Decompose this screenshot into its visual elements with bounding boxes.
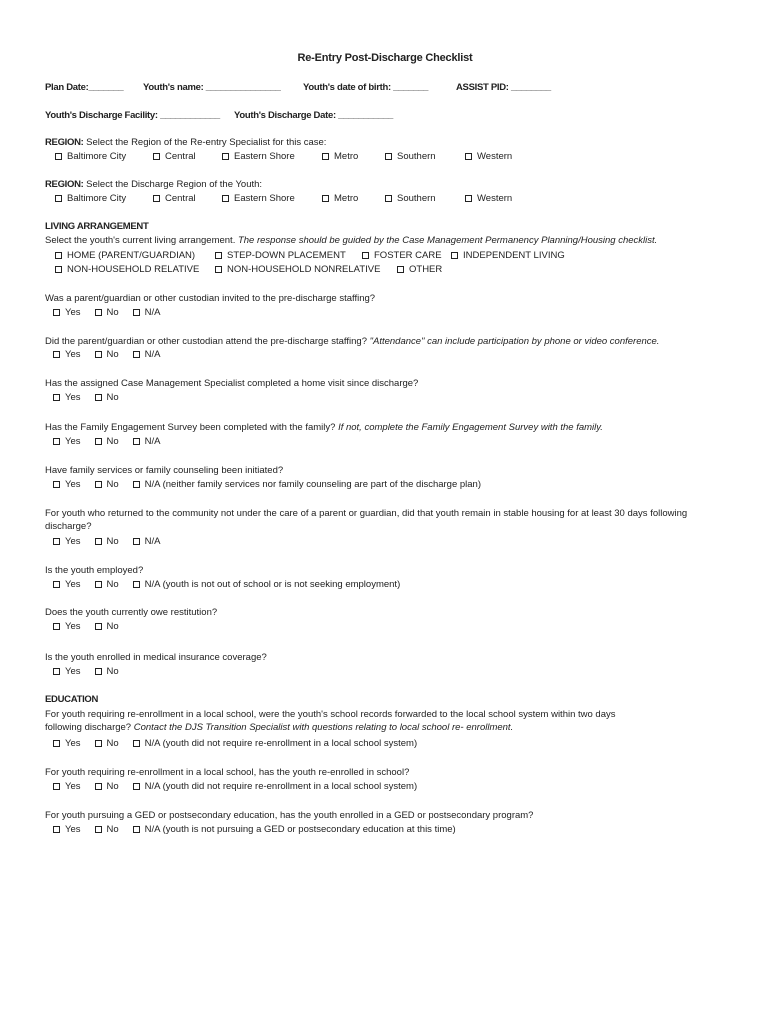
region1-option-central[interactable]: Central [153,151,196,162]
checkbox-icon[interactable] [95,538,102,545]
living-arrangement-prompt: Select the youth's current living arrangement. The response should be guided by the Case Management Permanency Planning/Housing checklist. [45,235,658,246]
youth-dob-field[interactable]: Youth's date of birth: _______ [303,82,429,93]
checkbox-icon[interactable] [95,581,102,588]
answer-options [53,579,414,590]
region2-option-eastern-shore[interactable]: Eastern Shore [222,193,295,204]
answer-na[interactable]: N/A [133,436,161,447]
region-youth-prompt: REGION: Select the Discharge Region of the Youth: [45,179,263,190]
checkbox-icon[interactable] [95,826,102,833]
answer-no[interactable]: No [95,666,119,677]
checkbox-icon[interactable] [95,309,102,316]
checkbox-icon[interactable] [153,195,160,202]
checkbox-icon[interactable] [133,581,140,588]
region2-option-metro[interactable]: Metro [322,193,358,204]
discharge-facility-field[interactable]: Youth's Discharge Facility: ____________ [45,110,220,121]
living-option-nonhousehold-relative[interactable]: NON-HOUSEHOLD RELATIVE [55,264,199,275]
checkbox-icon[interactable] [55,252,62,259]
plan-date-field[interactable]: Plan Date:_______ [45,82,124,93]
answer-no[interactable]: No [95,307,119,318]
checkbox-icon[interactable] [53,740,60,747]
answer-yes[interactable]: Yes [53,349,81,360]
answer-options [53,781,431,792]
checkbox-icon[interactable] [133,740,140,747]
checkbox-icon[interactable] [133,351,140,358]
checkbox-icon[interactable] [465,153,472,160]
answer-na[interactable]: N/A (youth is not out of school or is not seeking employment) [133,579,401,590]
living-arrangement-heading: LIVING ARRANGEMENT [45,221,149,232]
answer-yes[interactable]: Yes [53,621,81,632]
region1-option-eastern-shore[interactable]: Eastern Shore [222,151,295,162]
checkbox-icon[interactable] [133,826,140,833]
checkbox-icon[interactable] [55,195,62,202]
checkbox-icon[interactable] [133,538,140,545]
checkbox-icon[interactable] [133,481,140,488]
question-text: Have family services or family counseling been initiated? [45,465,284,476]
youth-name-field[interactable]: Youth's name: _______________ [143,82,281,93]
answer-options [53,436,175,447]
region1-option-western[interactable]: Western [465,151,512,162]
checkbox-icon[interactable] [55,153,62,160]
answer-na[interactable]: N/A (youth did not require re-enrollment in a local school system) [133,738,417,749]
checkbox-icon[interactable] [95,783,102,790]
answer-na[interactable]: N/A [133,349,161,360]
region1-option-southern[interactable]: Southern [385,151,436,162]
checkbox-icon[interactable] [133,783,140,790]
checkbox-icon[interactable] [397,266,404,273]
question-text: Was a parent/guardian or other custodian invited to the pre-discharge staffing? [45,293,376,304]
answer-yes[interactable]: Yes [53,738,81,749]
checkbox-icon[interactable] [95,623,102,630]
answer-yes[interactable]: Yes [53,307,81,318]
answer-no[interactable]: No [95,738,119,749]
answer-no[interactable]: No [95,479,119,490]
answer-options [53,349,175,360]
checkbox-icon[interactable] [53,481,60,488]
checkbox-icon[interactable] [95,668,102,675]
checkbox-icon[interactable] [133,438,140,445]
answer-yes[interactable]: Yes [53,579,81,590]
answer-options [53,479,495,490]
checkbox-icon[interactable] [465,195,472,202]
answer-options [53,738,431,749]
answer-no[interactable]: No [95,781,119,792]
answer-na[interactable]: N/A (youth is not pursuing a GED or postsecondary education at this time) [133,824,456,835]
region1-option-baltimore[interactable]: Baltimore City [55,151,126,162]
question-text: Has the assigned Case Management Specialist completed a home visit since discharge? [45,378,419,389]
answer-no[interactable]: No [95,436,119,447]
checkbox-icon[interactable] [95,394,102,401]
answer-no[interactable]: No [95,579,119,590]
answer-na[interactable]: N/A (youth did not require re-enrollment in a local school system) [133,781,417,792]
checkbox-icon[interactable] [95,351,102,358]
answer-yes[interactable]: Yes [53,781,81,792]
checkbox-icon[interactable] [53,351,60,358]
answer-yes[interactable]: Yes [53,479,81,490]
answer-options [53,621,133,632]
checkbox-icon[interactable] [215,266,222,273]
answer-na[interactable]: N/A [133,307,161,318]
question-text: Is the youth enrolled in medical insurance coverage? [45,652,267,663]
living-option-home[interactable]: HOME (PARENT/GUARDIAN) [55,250,195,261]
answer-options [53,392,133,403]
education-heading: EDUCATION [45,694,99,705]
checkbox-icon[interactable] [222,195,229,202]
discharge-date-field[interactable]: Youth's Discharge Date: ___________ [234,110,393,121]
checkbox-icon[interactable] [53,668,60,675]
answer-options [53,307,175,318]
region-specialist-prompt: REGION: Select the Region of the Re-entry Specialist for this case: [45,137,327,148]
answer-no[interactable]: No [95,349,119,360]
answer-no[interactable]: No [95,392,119,403]
region2-option-southern[interactable]: Southern [385,193,436,204]
answer-yes[interactable]: Yes [53,436,81,447]
checkbox-icon[interactable] [385,153,392,160]
checkbox-icon[interactable] [133,309,140,316]
checkbox-icon[interactable] [222,153,229,160]
checkbox-icon[interactable] [53,826,60,833]
region1-option-metro[interactable]: Metro [322,151,358,162]
answer-yes[interactable]: Yes [53,392,81,403]
answer-options [53,824,470,835]
answer-na[interactable]: N/A [133,536,161,547]
checkbox-icon[interactable] [322,195,329,202]
answer-na[interactable]: N/A (neither family services nor family counseling are part of the discharge plan) [133,479,481,490]
question-text: For youth who returned to the community not under the care of a parent or guardian, did that youth remain in stable housing for at least 30 days following discharge? [45,508,688,532]
checkbox-icon[interactable] [95,438,102,445]
question-text: Does the youth currently owe restitution? [45,607,218,618]
checkbox-icon[interactable] [362,252,369,259]
page-title: Re-Entry Post-Discharge Checklist [297,52,473,64]
checkbox-icon[interactable] [322,153,329,160]
checkbox-icon[interactable] [215,252,222,259]
living-option-independent[interactable]: INDEPENDENT LIVING [451,250,565,261]
answer-yes[interactable]: Yes [53,824,81,835]
checkbox-icon[interactable] [53,538,60,545]
question-text: Did the parent/guardian or other custodian attend the pre-discharge staffing? "Attendance" can include participation by phone or video conference. [45,336,660,347]
region2-option-western[interactable]: Western [465,193,512,204]
living-option-other[interactable]: OTHER [397,264,442,275]
answer-options [53,536,175,547]
checkbox-icon[interactable] [53,783,60,790]
living-option-step-down[interactable]: STEP-DOWN PLACEMENT [215,250,346,261]
question-text: Is the youth employed? [45,565,144,576]
answer-yes[interactable]: Yes [53,666,81,677]
question-text: For youth requiring re-enrollment in a local school, has the youth re-enrolled in school? [45,767,410,778]
checkbox-icon[interactable] [53,394,60,401]
checkbox-icon[interactable] [385,195,392,202]
checkbox-icon[interactable] [53,438,60,445]
checkbox-icon[interactable] [55,266,62,273]
answer-no[interactable]: No [95,536,119,547]
checkbox-icon[interactable] [153,153,160,160]
checkbox-icon[interactable] [53,309,60,316]
region2-option-baltimore[interactable]: Baltimore City [55,193,126,204]
assist-pid-field[interactable]: ASSIST PID: ________ [456,82,551,93]
answer-options [53,666,133,677]
checkbox-icon[interactable] [53,581,60,588]
question-text: Has the Family Engagement Survey been completed with the family? If not, complete the Family Engagement Survey with the family. [45,422,603,433]
region2-option-central[interactable]: Central [153,193,196,204]
checkbox-icon[interactable] [53,623,60,630]
checkbox-icon[interactable] [95,740,102,747]
question-text: For youth pursuing a GED or postsecondary education, has the youth enrolled in a GED or postsecondary program? [45,810,534,821]
answer-no[interactable]: No [95,621,119,632]
question-text: For youth requiring re-enrollment in a local school, were the youth's school records forwarded to the local school system within two days following discharge? Contact the DJS Transition Specialist with questions relating to local school re- enrollment. [45,709,616,733]
answer-no[interactable]: No [95,824,119,835]
living-option-nonhousehold-nonrelative[interactable]: NON-HOUSEHOLD NONRELATIVE [215,264,380,275]
checkbox-icon[interactable] [451,252,458,259]
living-option-foster-care[interactable]: FOSTER CARE [362,250,442,261]
checkbox-icon[interactable] [95,481,102,488]
answer-yes[interactable]: Yes [53,536,81,547]
